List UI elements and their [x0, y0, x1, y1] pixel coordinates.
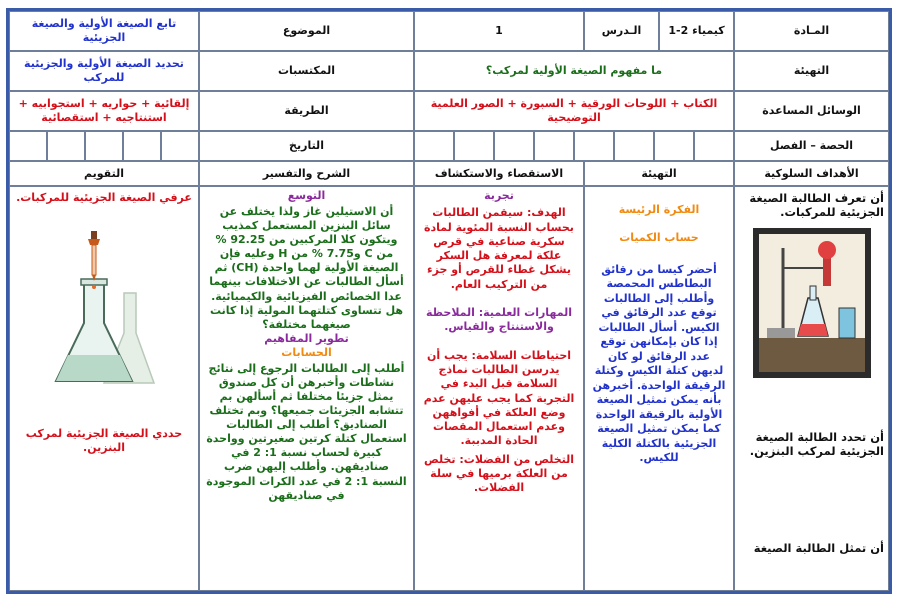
objective-3: أن تمثل الطالبة الصيغة	[753, 540, 884, 555]
lesson-label: الـدرس	[584, 11, 659, 51]
period-cell-4	[574, 131, 614, 161]
inquiry-column	[414, 186, 584, 591]
col-header-objectives: الأهداف السلوكية	[734, 161, 889, 186]
concepts-title: تطوير المفاهيم	[264, 331, 349, 345]
experiment-goal: الهدف: سيقمن الطالبات بحساب النسبة المئوية لمادة سكرية صناعية في قرص علكة لمعرفة هل السكر يشكل غطاء للقرص أو جزء من التركيب العام.	[424, 206, 574, 291]
warmup-topic: حساب الكميات	[619, 230, 699, 244]
period-cell-2	[654, 131, 694, 161]
col-header-evaluation: التقويم	[9, 161, 199, 186]
col-header-explanation: الشرح والتفسير	[199, 161, 414, 186]
explanation-column	[199, 186, 414, 591]
method-value: إلقائية + حواريه + استجوابيه + استنتاجيه + استقصائية	[9, 91, 199, 131]
calc-title: الحسابات	[281, 345, 332, 359]
erlenmeyer-flask-dropper-icon	[44, 223, 164, 393]
date-label: التاريخ	[199, 131, 414, 161]
period-cell-3	[614, 131, 654, 161]
method-label: الطريقة	[199, 91, 414, 131]
evaluation-column	[9, 186, 199, 591]
objectives-column	[734, 186, 889, 591]
period-cell-8	[414, 131, 454, 161]
subject-label: المـادة	[734, 11, 889, 51]
prior-label: المكتسبات	[199, 51, 414, 91]
science-skills: المهارات العلمية: الملاحظة والاستنتاج والقياس.	[426, 306, 572, 334]
date-cell-3	[85, 131, 123, 161]
objective-1: أن تعرف الطالبة الصيغة الجزيئية للمركبات.	[749, 191, 884, 220]
period-cell-5	[534, 131, 574, 161]
chemistry-lab-photo-icon	[753, 228, 871, 378]
prior-value: تحديد الصيغة الأولية والجزيئية للمركب	[9, 51, 199, 91]
period-cell-1	[694, 131, 734, 161]
safety-precautions: احتياطات السلامة: يجب أن يدرسن الطالبات نماذج السلامة قبل البدء في التجربة كما يجب عليهن عدم وضع العلكة في أفواههن وعدم استعمال المقصات الحادة المدببة.	[423, 348, 575, 448]
date-cell-5	[9, 131, 47, 161]
subject-value: كيمياء 2-1	[659, 11, 734, 51]
col-header-warmup: التهيئة	[584, 161, 734, 186]
expand-body: أن الاستيلين غاز ولذا يختلف عن سائل البنزين المستعمل كمذيب ويتكون كلا المركبين من 92.25 % من C و7.75 % من H وعليه فإن الصيغة الأولية لهما واحدة (CH) ثم أسأل الطالبات عن الاختلافات بينهما عدا الخصائص الفيزيائية والكيميائية. هل تتساوى كتلتهما المولية إذا كانت صيغهما مختلفة؟	[209, 205, 404, 331]
date-cell-2	[123, 131, 161, 161]
aids-label: الوسائل المساعدة	[734, 91, 889, 131]
date-cell-4	[47, 131, 85, 161]
warmup-body: أحضر كيسا من رقائق البطاطس المحمصة وأطلب إلى الطالبات توقع عدد الرقائق في الكيس. أسأل الطالبات إذا كان بإمكانهن توقع عدد الرقائق لو كان لديهن كتلة الكيس وكتلة الرقيقة الواحدة. أخبرهن بأنه يمكن تمثيل الصيغة الأولية بالرقيقة الواحدة كما يمكن تمثيل الصيغة الجزيئية بالكتلة الكلية للكيس.	[592, 262, 726, 465]
waste-disposal: التخلص من الفضلات: تخلص من العلكة برميها في سلة الفضلات.	[423, 452, 575, 495]
evaluation-question-1: عرفي الصيغة الجزيئية للمركبات.	[16, 191, 192, 204]
experiment-title: تجربة	[484, 189, 514, 202]
objective-2: أن تحدد الطالبة الصيغة الجزيئية لمركب البنزين.	[749, 429, 884, 459]
col-header-inquiry: الاستقصاء والاستكشاف	[414, 161, 584, 186]
lesson-value: 1	[414, 11, 584, 51]
calc-body: أطلب إلى الطالبات الرجوع إلى نتائج نشاطات وأخبرهن أن كل صندوق يمثل جزيئا مختلفا ثم أسألهن بم تتشابه الجزيئات جميعها؟ وبم تختلف الصناديق؟ أطلب إلى الطالبات استعمال كتلة كرتين صغيرتين وواحدة كبيرة لحساب نسبة 1: 2 في صناديقهن. وأطلب إليهن ضرب النسبة 1: 2 في عدد الكرات الموجودة في صناديقهن	[206, 361, 407, 502]
lesson-plan-sheet	[6, 8, 892, 594]
intro-value: ما مفهوم الصيغة الأولية لمركب؟	[414, 51, 734, 91]
aids-value: الكتاب + اللوحات الورقية + السبورة + الصور العلمية التوضيحية	[414, 91, 734, 131]
intro-label: التهيئة	[734, 51, 889, 91]
warmup-main-idea: الفكرة الرئيسة	[618, 203, 700, 216]
evaluation-question-2: حددي الصيغة الجزيئية لمركب البنزين.	[25, 426, 183, 454]
period-cell-6	[494, 131, 534, 161]
warmup-column	[584, 186, 734, 591]
topic-label: الموضوع	[199, 11, 414, 51]
topic-value: تابع الصيغة الأولية والصيغة الجزيئية	[9, 11, 199, 51]
period-label: الحصة – الفصل	[734, 131, 889, 161]
date-cell-1	[161, 131, 199, 161]
period-cell-7	[454, 131, 494, 161]
expand-title: التوسع	[287, 189, 326, 202]
